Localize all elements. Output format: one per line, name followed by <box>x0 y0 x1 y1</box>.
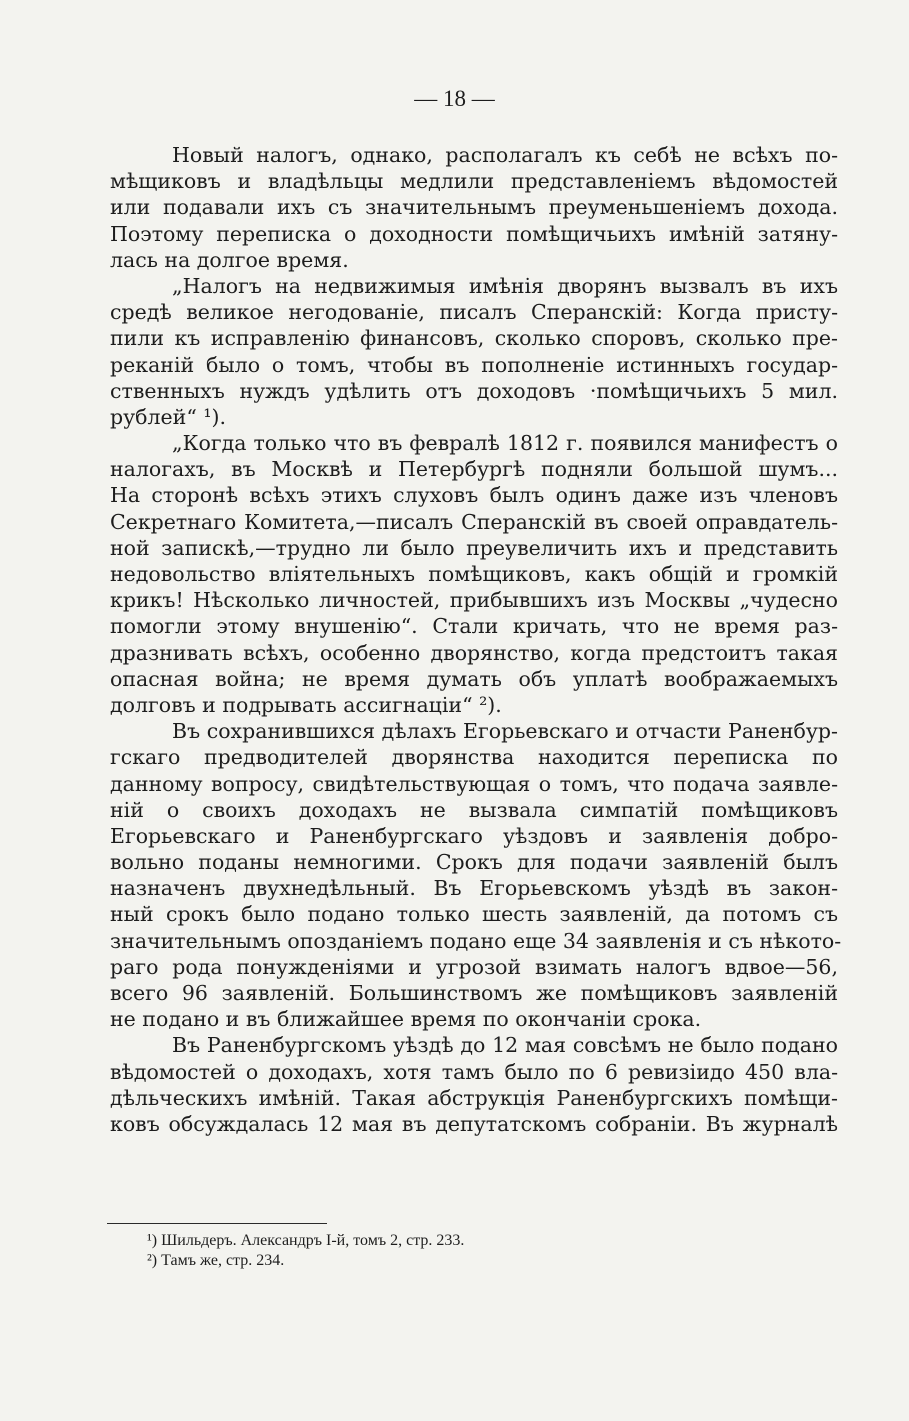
text-line: Новый налогъ, однако, располагалъ къ себѣ не всѣхъ по- <box>172 143 838 167</box>
text-line: лась на долгое время. <box>110 247 349 272</box>
text-line: опасная война; не время думать объ уплатѣ воображаемыхъ <box>110 666 838 691</box>
paragraph <box>110 430 838 718</box>
text-line: данному вопросу, свидѣтельствующая о томъ, что подача заявле- <box>110 771 838 796</box>
text-line: „Налогъ на недвижимыя имѣнія дворянъ вызвалъ въ ихъ <box>172 273 838 298</box>
text-line: Егорьевскаго и Раненбургскаго уѣздовъ и заявленія добро- <box>110 823 838 848</box>
text-line: дразнивать всѣхъ, особенно дворянство, когда предстоитъ такая <box>110 640 838 665</box>
text-line: средѣ великое негодованіе, писалъ Сперанскій: Когда присту- <box>110 300 838 325</box>
text-line: реканій было о томъ, чтобы въ пополненіе истинныхъ государ- <box>110 352 838 377</box>
text-line: налогахъ, въ Москвѣ и Петербургѣ подняли большой шумъ... <box>110 457 838 482</box>
footnote: ¹) Шильдеръ. Александръ I-й, томъ 2, стр. 233. <box>147 1232 465 1249</box>
text-line: раго рода понужденіями и угрозой взимать налогъ вдвое—56, <box>110 954 838 979</box>
text-line: или подавали ихъ съ значительнымъ преуменьшеніемъ дохода. <box>110 195 838 220</box>
text-line: значительнымъ опозданіемъ подано еще 34 заявленія и съ нѣкото- <box>110 928 842 953</box>
text-line: ной запискѣ,—трудно ли было преувеличить ихъ и представить <box>110 535 838 560</box>
text-line: помогли этому внушенію“. Стали кричать, что не время раз- <box>110 614 838 639</box>
paragraph <box>110 1032 838 1137</box>
text-line: Секретнаго Комитета,—писалъ Сперанскій въ своей оправдатель- <box>110 509 838 534</box>
text-line: долговъ и подрывать ассигнаціи“ ²). <box>110 692 502 717</box>
text-line: пили къ исправленію финансовъ, сколько споровъ, сколько пре- <box>110 326 838 351</box>
text-line: ный срокъ было подано только шесть заявленій, да потомъ съ <box>110 902 838 927</box>
body-text <box>110 142 842 1137</box>
text-line: „Когда только что въ февралѣ 1812 г. появился манифестъ о <box>172 431 838 456</box>
text-line: не подано и въ ближайшее время по окончаніи срока. <box>110 1007 702 1032</box>
text-line: На сторонѣ всѣхъ этихъ слуховъ былъ одинъ даже изъ членовъ <box>110 483 838 508</box>
text-line: крикъ! Нѣсколько личностей, прибывшихъ изъ Москвы „чудесно <box>110 588 838 613</box>
text-line: гскаго предводителей дворянства находится переписка по <box>110 745 838 770</box>
paragraph <box>110 718 842 1032</box>
text-line: Въ Раненбургскомъ уѣздѣ до 12 мая совсѣмъ не было подано <box>172 1033 838 1058</box>
page-number: — 18 — <box>414 86 495 111</box>
text-line: мѣщиковъ и владѣльцы медлили представленіемъ вѣдомостей <box>110 169 838 194</box>
footnote: ²) Тамъ же, стр. 234. <box>147 1252 285 1269</box>
footnote-divider <box>107 1223 327 1224</box>
text-line: Поэтому переписка о доходности помѣщичьихъ имѣній затяну- <box>110 221 838 246</box>
footnotes <box>147 1231 787 1271</box>
paragraph <box>110 273 838 430</box>
text-line: ній о своихъ доходахъ не вызвала симпатій помѣщиковъ <box>110 797 838 822</box>
text-line: ковъ обсуждалась 12 мая въ депутатскомъ собраніи. Въ журналѣ <box>110 1111 838 1136</box>
text-line: назначенъ двухнедѣльный. Въ Егорьевскомъ уѣздѣ въ закон- <box>110 876 838 901</box>
text-line: вѣдомостей о доходахъ, хотя тамъ было по 6 ревизіидо 450 вла- <box>110 1059 838 1084</box>
text-line: рублей“ ¹). <box>110 404 227 429</box>
text-line: дѣльческихъ имѣній. Такая абструкція Раненбургскихъ помѣщи- <box>110 1085 838 1110</box>
paragraph <box>110 142 838 273</box>
text-line: Въ сохранившихся дѣлахъ Егорьевскаго и отчасти Раненбур- <box>172 719 838 744</box>
text-line: недовольство вліятельныхъ помѣщиковъ, какъ общій и громкій <box>110 562 838 586</box>
text-line: всего 96 заявленій. Большинствомъ же помѣщиковъ заявленій <box>110 981 838 1005</box>
text-line: вольно поданы немногими. Срокъ для подачи заявленій былъ <box>110 850 838 875</box>
text-line: ственныхъ нуждъ удѣлить отъ доходовъ ·помѣщичьихъ 5 мил. <box>110 378 838 403</box>
